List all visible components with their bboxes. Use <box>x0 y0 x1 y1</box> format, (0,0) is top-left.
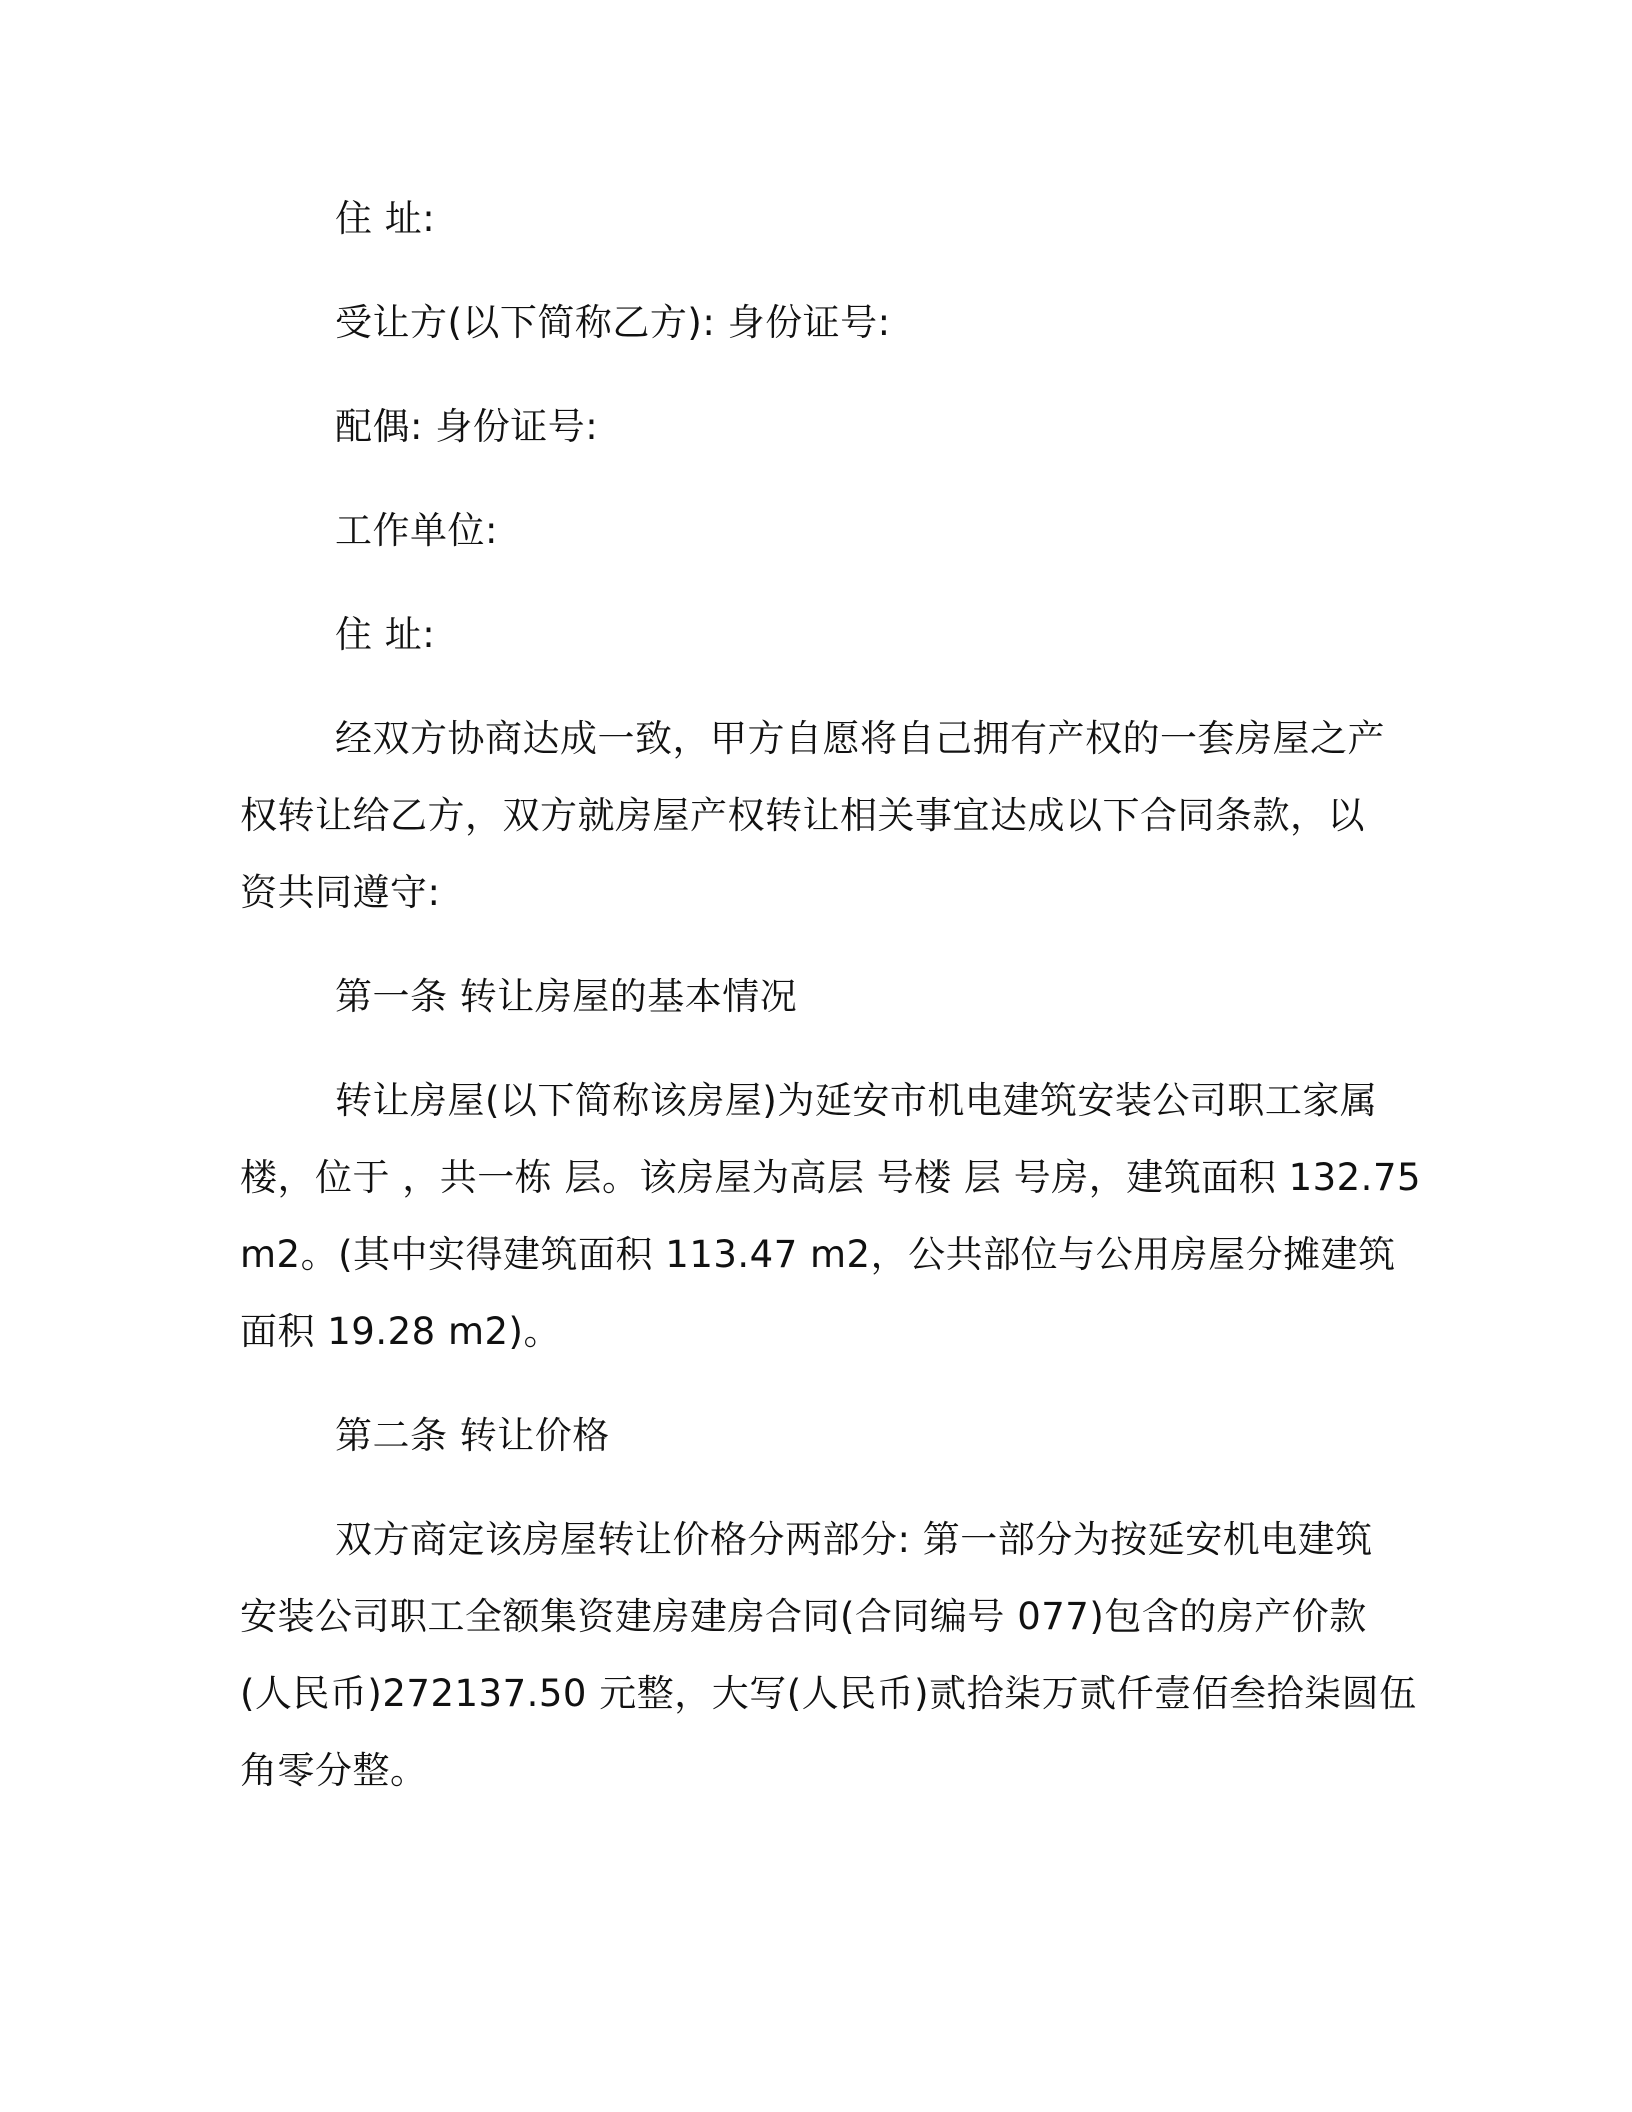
article-2-line-4: 角零分整。 <box>240 1749 428 1792</box>
article-2-paragraph <box>240 1501 1417 1809</box>
article-2-title: 第二条 转让价格 <box>335 1414 610 1457</box>
spouse-line: 配偶: 身份证号: <box>335 405 599 448</box>
intro-paragraph <box>240 700 1390 931</box>
article-1-title: 第一条 转让房屋的基本情况 <box>335 975 798 1018</box>
intro-line-1: 经双方协商达成一致，甲方自愿将自己拥有产权的一套房屋之产 <box>335 717 1385 760</box>
article-1-line-3: m2。(其中实得建筑面积 113.47 m2，公共部位与公用房屋分摊建筑 <box>240 1233 1396 1276</box>
article-1-line-2: 楼，位于 ，共一栋 层。该房屋为高层 号楼 层 号房，建筑面积 132.75 <box>240 1156 1422 1199</box>
article-1-line-4: 面积 19.28 m2)。 <box>240 1310 561 1353</box>
article-2-line-1: 双方商定该房屋转让价格分两部分: 第一部分为按延安机电建筑 <box>335 1518 1373 1561</box>
article-2-line-3: (人民币)272137.50 元整，大写(人民币)贰拾柒万贰仟壹佰叁拾柒圆伍 <box>240 1672 1417 1715</box>
transferee-line: 受让方(以下简称乙方): 身份证号: <box>335 301 891 344</box>
workplace-line: 工作单位: <box>335 509 498 552</box>
article-1-line-1: 转让房屋(以下简称该房屋)为延安市机电建筑安装公司职工家属 <box>335 1079 1378 1122</box>
document-page <box>240 180 1422 1809</box>
intro-line-2: 权转让给乙方，双方就房屋产权转让相关事宜达成以下合同条款，以 <box>240 794 1365 837</box>
address-line-2: 住 址: <box>335 613 436 656</box>
address-line-1: 住 址: <box>335 197 436 240</box>
article-2-line-2: 安装公司职工全额集资建房建房合同(合同编号 077)包含的房产价款 <box>240 1595 1367 1638</box>
article-1-paragraph <box>240 1062 1422 1370</box>
intro-line-3: 资共同遵守: <box>240 871 441 914</box>
